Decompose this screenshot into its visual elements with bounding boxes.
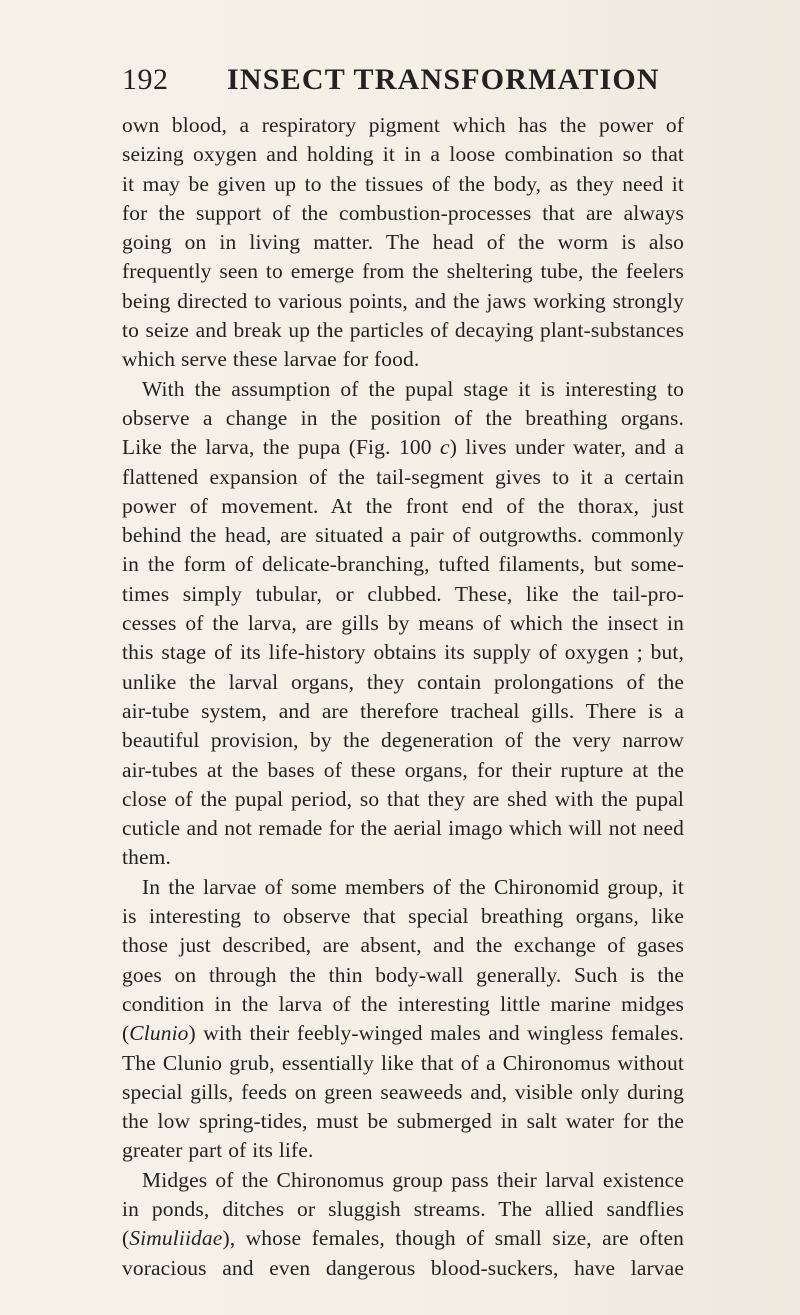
text-line: frequently seen to emerge from the sheltering tube, the feelers xyxy=(122,259,684,284)
text-line: With the assumption of the pupal stage it is interesting to xyxy=(142,376,684,401)
text-line: is interesting to observe that special breathing organs, like xyxy=(122,904,684,929)
text-line: greater part of its life. xyxy=(122,1138,314,1163)
text-line: the low spring-tides, must be submerged in salt water for the xyxy=(122,1109,684,1134)
text-line: for the support of the combustion-processes that are always xyxy=(122,200,684,225)
text-line: In the larvae of some members of the Chironomid group, it xyxy=(142,874,684,899)
text-line: them. xyxy=(122,845,171,870)
text-line: Midges of the Chironomus group pass their larval existence xyxy=(142,1167,684,1192)
text-line: (Clunio) with their feebly-winged males and wingless females. xyxy=(122,1021,684,1046)
text-line: The Clunio grub, essentially like that of a Chironomus without xyxy=(122,1050,684,1075)
text-line: close of the pupal period, so that they are shed with the pupal xyxy=(122,786,684,811)
text-line: unlike the larval organs, they contain prolongations of the xyxy=(122,669,684,694)
text-line: to seize and break up the particles of decaying plant-substances xyxy=(122,318,684,343)
italic-term: Clunio xyxy=(129,1021,189,1046)
text-line: in the form of delicate-branching, tufted filaments, but some- xyxy=(122,552,684,577)
text-line: power of movement. At the front end of the thorax, just xyxy=(122,493,684,518)
text-line: special gills, feeds on green seaweeds and, visible only during xyxy=(122,1079,684,1104)
text-line: cesses of the larva, are gills by means of which the insect in xyxy=(122,611,684,636)
text-line: observe a change in the position of the breathing organs. xyxy=(122,405,684,430)
text-line: condition in the larva of the interesting little marine midges xyxy=(122,991,684,1016)
text-line: it may be given up to the tissues of the body, as they need it xyxy=(122,171,684,196)
text-line: which serve these larvae for food. xyxy=(122,347,420,372)
text-line: in ponds, ditches or sluggish streams. The allied sandflies xyxy=(122,1196,684,1221)
text-line: beautiful provision, by the degeneration of the very narrow xyxy=(122,728,684,753)
running-head xyxy=(122,60,682,104)
italic-term: Simuliidae xyxy=(129,1226,223,1251)
text-line: Like the larva, the pupa (Fig. 100 c) lives under water, and a xyxy=(122,435,684,460)
body-text xyxy=(122,111,684,1283)
text-line: voracious and even dangerous blood-suckers, have larvae xyxy=(122,1255,684,1280)
text-line: behind the head, are situated a pair of outgrowths. commonly xyxy=(122,523,684,548)
text-line: being directed to various points, and the jaws working strongly xyxy=(122,288,684,313)
text-line: cuticle and not remade for the aerial imago which will not need xyxy=(122,816,684,841)
running-title: INSECT TRANSFORMATION xyxy=(227,63,660,96)
page-number: 192 xyxy=(122,63,169,96)
text-line: own blood, a respiratory pigment which has the power of xyxy=(122,113,684,137)
figure-ref-letter: c xyxy=(440,435,450,460)
text-line: flattened expansion of the tail-segment gives to it a certain xyxy=(122,464,684,489)
text-line: those just described, are absent, and the exchange of gases xyxy=(122,933,684,958)
text-line: air-tubes at the bases of these organs, for their rupture at the xyxy=(122,757,684,782)
text-line: times simply tubular, or clubbed. These, like the tail-pro- xyxy=(122,581,684,606)
text-line: (Simuliidae), whose females, though of small size, are often xyxy=(122,1226,684,1251)
text-line: goes on through the thin body-wall generally. Such is the xyxy=(122,962,684,987)
text-line: going on in living matter. The head of the worm is also xyxy=(122,230,684,255)
text-line: air-tube system, and are therefore tracheal gills. There is a xyxy=(122,698,684,723)
text-line: seizing oxygen and holding it in a loose combination so that xyxy=(122,142,684,167)
text-line: this stage of its life-history obtains its supply of oxygen ; but, xyxy=(122,640,684,665)
